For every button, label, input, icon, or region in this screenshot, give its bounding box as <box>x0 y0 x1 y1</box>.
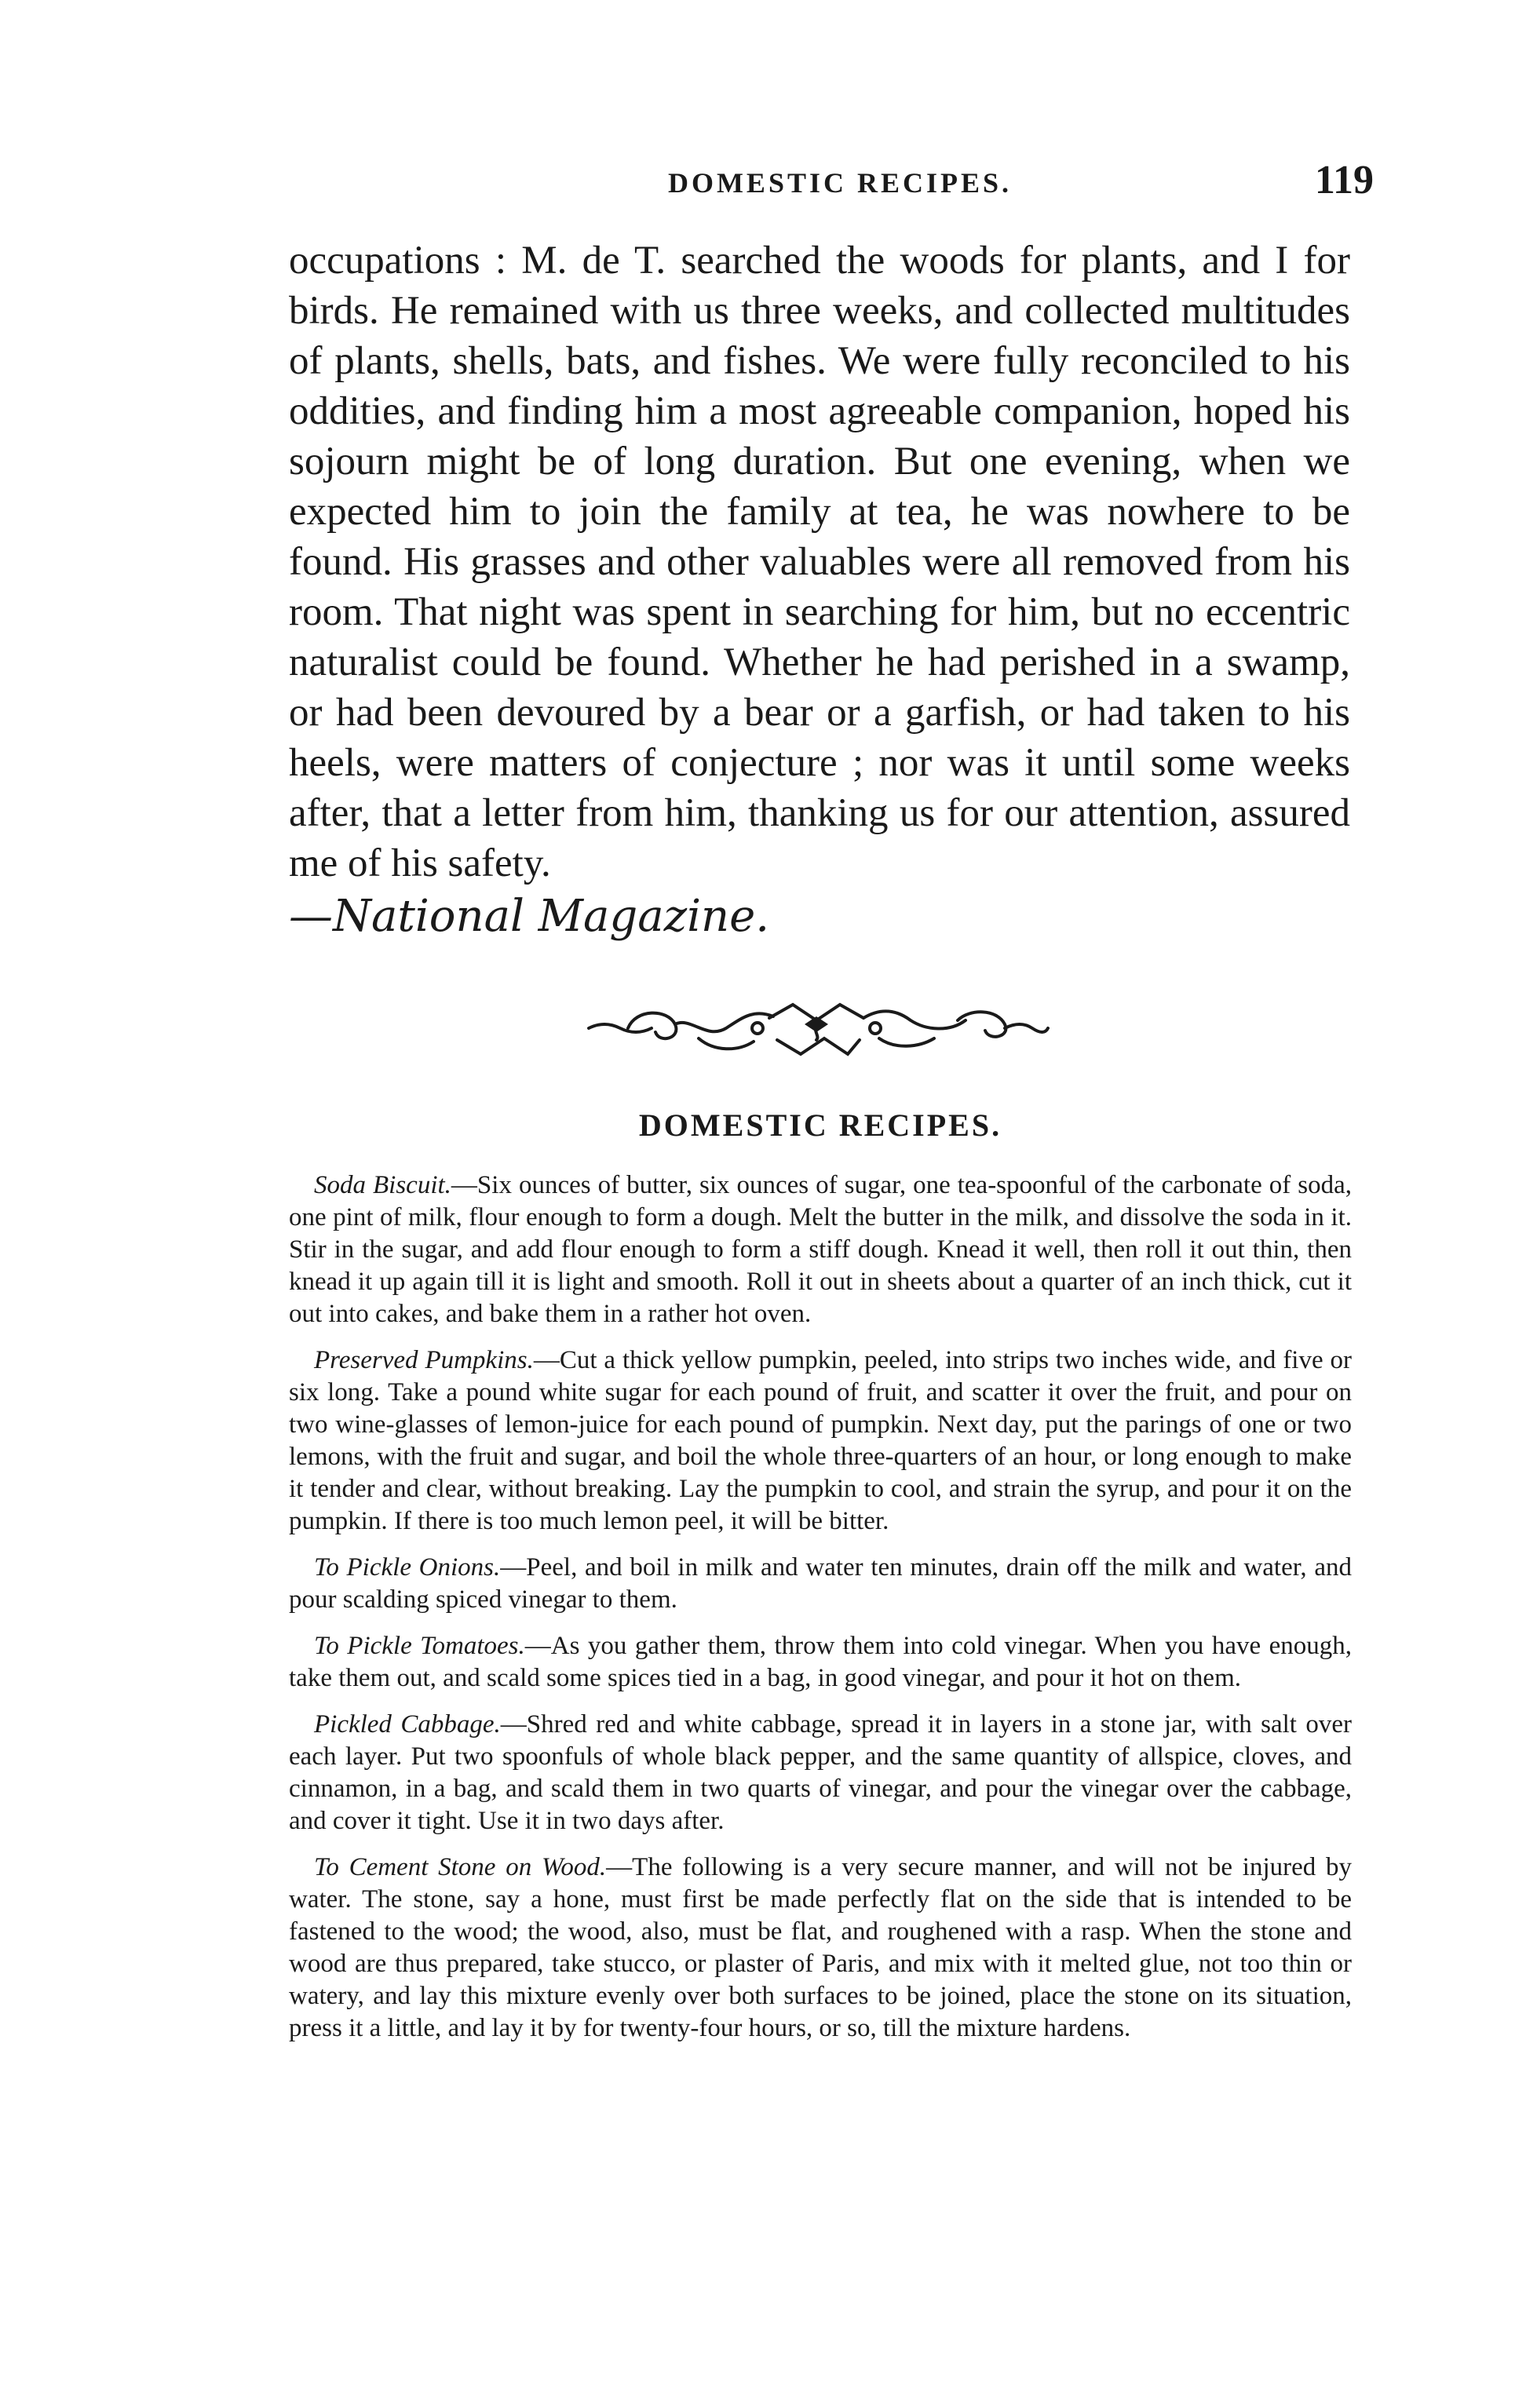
recipe-text: —As you gather them, throw them into cold vinegar. When you have enough, take them out, and scald some spices tied in a bag, in good vinegar, and pour it hot on them. <box>289 1632 1352 1692</box>
article-body <box>289 235 1350 942</box>
recipe-list <box>289 1169 1352 2059</box>
recipe-item <box>289 1344 1352 1538</box>
recipe-title: Soda Biscuit. <box>314 1171 451 1199</box>
recipe-text: —Peel, and boil in milk and water ten minutes, drain off the milk and water, and pour scalding spiced vinegar to them. <box>289 1553 1352 1614</box>
recipe-text: —Shred red and white cabbage, spread it in layers in a stone jar, with salt over each layer. Put two spoonfuls of whole black pepper, and the same quantity of allspice, cloves, and cinnamon, in a bag, and scald them in two quarts of vinegar, and pour the vinegar over the cabbage, and cover it tight. Use it in two days after. <box>289 1710 1352 1835</box>
recipe-title: To Cement Stone on Wood. <box>314 1853 607 1881</box>
decorative-ornament-icon <box>581 985 1052 1071</box>
section-heading: DOMESTIC RECIPES. <box>638 1107 1002 1143</box>
recipe-title: To Pickle Tomatoes. <box>314 1632 525 1660</box>
recipe-item <box>289 1852 1352 2045</box>
running-head <box>290 157 1389 212</box>
recipe-text: —Six ounces of butter, six ounces of sugar, one tea-spoonful of the carbonate of soda, one pint of milk, flour enough to form a dough. Melt the butter in the milk, and dissolve the soda in it. Stir in the sugar, and add flour enough to form a stiff dough. Knead it well, then roll it out thin, then knead it up again till it is light and smooth. Roll it out in sheets about a quarter of an inch thick, cut it out into cakes, and bake them in a rather hot oven. <box>289 1171 1352 1328</box>
article-paragraph: occupations : M. de T. searched the woods for plants, and I for birds. He remained with us three weeks, and collected multitudes of plants, shells, bats, and fishes. We were fully reconciled to his oddities, and finding him a most agreeable companion, hoped his sojourn might be of long duration. But one evening, when we expected him to join the family at tea, he was nowhere to be found. His grasses and other valuables were all removed from his room. That night was spent in searching for him, but no eccentric naturalist could be found. Whether he had perished in a swamp, or had been devoured by a bear or a garfish, or had taken to his heels, were matters of conjecture ; nor was it until some weeks after, that a letter from him, thanking us for our attention, assured me of his safety. <box>289 239 1350 885</box>
recipe-item <box>289 1630 1352 1695</box>
recipe-title: Pickled Cabbage. <box>314 1710 501 1739</box>
recipe-text: —The following is a very secure manner, and will not be injured by water. The stone, say a hone, must first be made perfectly flat on the side that is intended to be fastened to the wood; the wood, also, must be flat, and roughened with a rasp. When the stone and wood are thus prepared, take stucco, or plaster of Paris, and mix with it melted glue, not too thin or watery, and lay this mixture evenly over both surfaces to be joined, place the stone on its situation, press it a little, and lay it by for twenty-four hours, or so, till the mixture hardens. <box>289 1853 1352 2042</box>
running-title: DOMESTIC RECIPES. <box>667 167 1013 199</box>
page-number: 119 <box>1314 158 1374 202</box>
recipe-item <box>289 1169 1352 1330</box>
recipe-item <box>289 1709 1352 1837</box>
recipe-text: —Cut a thick yellow pumpkin, peeled, into strips two inches wide, and five or six long. Take a pound white sugar for each pound of fruit, and scatter it over the fruit, and pour on two wine-glasses of lemon-juice for each pound of pumpkin. Next day, put the parings of one or two lemons, with the fruit and sugar, and boil the whole three-quarters of an hour, or long enough to make it tender and clear, without breaking. Lay the pumpkin to cool, and strain the syrup, and pour it on the pumpkin. If there is too much lemon peel, it will be bitter. <box>289 1346 1352 1535</box>
article-attribution: —National Magazine. <box>289 891 770 942</box>
recipe-title: To Pickle Onions. <box>314 1553 501 1582</box>
recipe-item <box>289 1552 1352 1616</box>
recipe-title: Preserved Pumpkins. <box>314 1346 534 1374</box>
